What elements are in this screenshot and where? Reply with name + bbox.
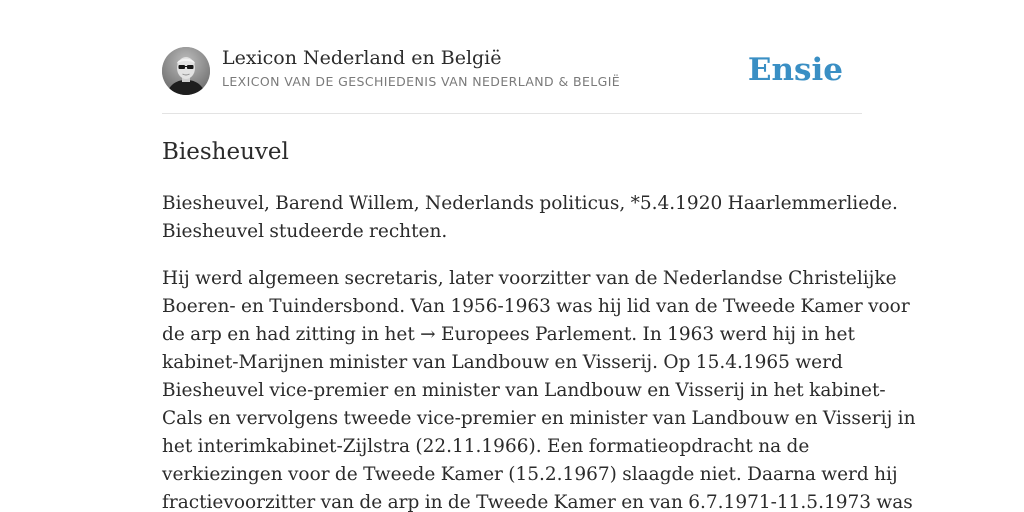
page-header: [162, 0, 862, 114]
author-name[interactable]: Lexicon Nederland en België: [222, 47, 502, 69]
text-fragment: de arp en had zitting in het: [162, 324, 421, 345]
paragraph-line: het interimkabinet-Zijlstra (22.11.1966). Een formatieopdracht na de: [162, 436, 810, 457]
page-title: Biesheuvel: [162, 139, 289, 165]
paragraph-line: Biesheuvel studeerde rechten.: [162, 221, 448, 242]
paragraph-line: kabinet-Marijnen minister van Landbouw en Visserij. Op 15.4.1965 werd: [162, 352, 843, 373]
author-avatar[interactable]: [162, 47, 210, 95]
paragraph-line: Cals en vervolgens tweede vice-premier en minister van Landbouw en Visserij in: [162, 408, 916, 429]
paragraph-line: [162, 321, 862, 349]
author-subtitle: LEXICON VAN DE GESCHIEDENIS VAN NEDERLAND & BELGIË: [222, 74, 621, 89]
article-paragraph-2: [162, 265, 916, 512]
paragraph-line: fractievoorzitter van de arp in de Tweede Kamer en van 6.7.1971-11.5.1973 was: [162, 492, 913, 512]
paragraph-line: Biesheuvel, Barend Willem, Nederlands politicus, *5.4.1920 Haarlemmerliede.: [162, 193, 898, 214]
page-container: [162, 0, 916, 512]
person-photo-icon: [162, 47, 210, 95]
paragraph-line: verkiezingen voor de Tweede Kamer (15.2.1967) slaagde niet. Daarna werd hij: [162, 464, 898, 485]
paragraph-line: Hij werd algemeen secretaris, later voorzitter van de Nederlandse Christelijke: [162, 268, 897, 289]
brand-logo[interactable]: Ensie: [747, 52, 843, 88]
paragraph-line: Boeren- en Tuindersbond. Van 1956-1963 was hij lid van de Tweede Kamer voor: [162, 296, 910, 317]
article-paragraph-1: [162, 190, 898, 246]
europees-parlement-link[interactable]: → Europees Parlement: [420, 324, 632, 345]
text-fragment: . In 1963 werd hij in het: [631, 324, 855, 345]
paragraph-line: Biesheuvel vice-premier en minister van Landbouw en Visserij in het kabinet-: [162, 380, 886, 401]
